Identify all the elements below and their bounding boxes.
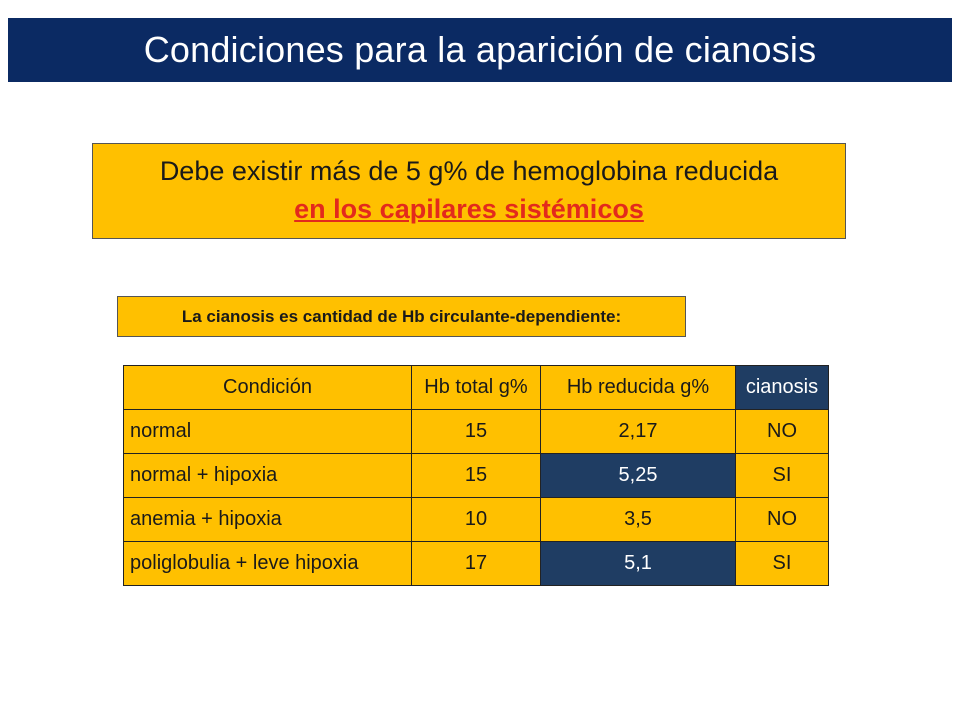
table-row xyxy=(124,498,829,542)
table-row xyxy=(124,454,829,498)
cell-cianosis: SI xyxy=(736,454,829,498)
note-box: La cianosis es cantidad de Hb circulante-dependiente: xyxy=(117,296,686,337)
cell-hb-total: 15 xyxy=(412,410,541,454)
header-condicion: Condición xyxy=(124,366,412,410)
cell-hb-reducida: 3,5 xyxy=(541,498,736,542)
table-header-row xyxy=(124,366,829,410)
table-row xyxy=(124,542,829,586)
table-row xyxy=(124,410,829,454)
header-cianosis: cianosis xyxy=(736,366,829,410)
cell-cianosis: NO xyxy=(736,498,829,542)
cell-condicion: normal xyxy=(124,410,412,454)
condition-box xyxy=(92,143,846,239)
cell-hb-reducida: 5,25 xyxy=(541,454,736,498)
cell-cianosis: SI xyxy=(736,542,829,586)
cell-condicion: anemia + hipoxia xyxy=(124,498,412,542)
header-hb-reducida: Hb reducida g% xyxy=(541,366,736,410)
condition-emphasis-text: en los capilares sistémicos xyxy=(294,194,644,224)
cell-hb-total: 17 xyxy=(412,542,541,586)
condition-text: Debe existir más de 5 g% de hemoglobina reducida xyxy=(159,156,779,186)
cell-hb-total: 15 xyxy=(412,454,541,498)
header-hb-total: Hb total g% xyxy=(412,366,541,410)
slide-title: Condiciones para la aparición de cianosis xyxy=(8,18,952,82)
hemoglobin-table xyxy=(123,365,829,586)
cell-hb-total: 10 xyxy=(412,498,541,542)
cell-condicion: normal + hipoxia xyxy=(124,454,412,498)
cell-cianosis: NO xyxy=(736,410,829,454)
cell-condicion: poliglobulia + leve hipoxia xyxy=(124,542,412,586)
cell-hb-reducida: 2,17 xyxy=(541,410,736,454)
cell-hb-reducida: 5,1 xyxy=(541,542,736,586)
